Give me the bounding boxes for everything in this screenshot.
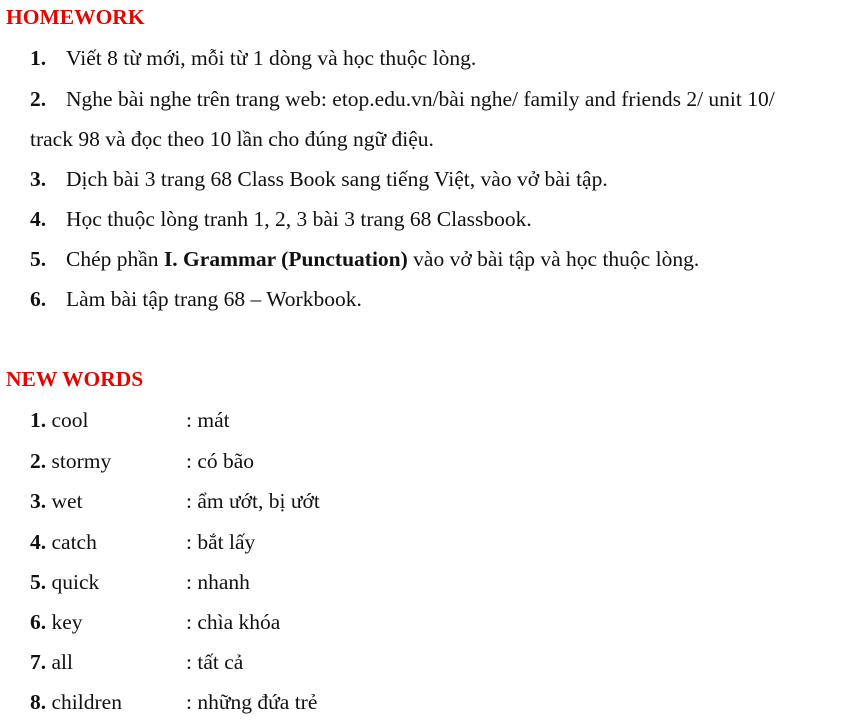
homework-item-2-continuation: track 98 và đọc theo 10 lần cho đúng ngữ điệu. (30, 127, 434, 151)
item-text-post: vào vở bài tập và học thuộc lòng. (407, 247, 700, 271)
word-meaning: : chìa khóa (186, 610, 281, 634)
word-meaning: : có bão (186, 449, 255, 473)
homework-item-2 (30, 86, 775, 112)
homework-item-5 (30, 246, 699, 272)
word-row (30, 488, 530, 514)
word-term: children (51, 690, 122, 714)
word-meaning: : bắt lấy (186, 530, 256, 554)
word-meaning: : nhanh (186, 570, 250, 594)
item-text: Nghe bài nghe trên trang web: etop.edu.vn/bài nghe/ family and friends 2/ unit 10/ (66, 87, 775, 111)
homework-item-6 (30, 286, 362, 312)
item-number: 3. (30, 167, 47, 191)
item-number: 5. (30, 247, 47, 271)
homework-item-1 (30, 45, 476, 71)
word-number: 4. (30, 530, 47, 554)
homework-heading: HOMEWORK (6, 5, 145, 29)
word-term: key (51, 610, 83, 634)
word-term: cool (51, 408, 89, 432)
word-meaning: : tất cả (186, 650, 244, 674)
word-number: 8. (30, 690, 47, 714)
homework-item-4 (30, 206, 532, 232)
word-term: stormy (51, 449, 112, 473)
item-number: 2. (30, 87, 47, 111)
word-meaning: : ẩm ướt, bị ướt (186, 489, 320, 513)
word-number: 6. (30, 610, 47, 634)
homework-item-3 (30, 166, 608, 192)
item-text: Dịch bài 3 trang 68 Class Book sang tiếng Việt, vào vở bài tập. (66, 167, 608, 191)
word-row (30, 609, 530, 635)
word-row (30, 689, 530, 715)
word-row (30, 529, 530, 555)
word-meaning: : những đứa trẻ (186, 690, 318, 714)
new-words-heading: NEW WORDS (6, 367, 144, 391)
word-row (30, 569, 530, 595)
word-row (30, 407, 530, 433)
word-term: catch (51, 530, 97, 554)
word-number: 5. (30, 570, 47, 594)
word-number: 3. (30, 489, 47, 513)
item-text: Học thuộc lòng tranh 1, 2, 3 bài 3 trang 68 Classbook. (66, 207, 532, 231)
item-text-bold: I. Grammar (Punctuation) (163, 247, 408, 271)
word-meaning: : mát (186, 408, 230, 432)
item-text: Viết 8 từ mới, mỗi từ 1 dòng và học thuộc lòng. (66, 46, 477, 70)
word-term: all (51, 650, 73, 674)
word-row (30, 448, 530, 474)
item-number: 1. (30, 46, 47, 70)
word-number: 7. (30, 650, 47, 674)
word-number: 1. (30, 408, 47, 432)
item-number: 6. (30, 287, 47, 311)
word-row (30, 649, 530, 675)
item-text: Làm bài tập trang 68 – Workbook. (66, 287, 362, 311)
word-term: quick (51, 570, 100, 594)
word-term: wet (51, 489, 83, 513)
item-number: 4. (30, 207, 47, 231)
item-text-pre: Chép phần (66, 247, 164, 271)
word-number: 2. (30, 449, 47, 473)
